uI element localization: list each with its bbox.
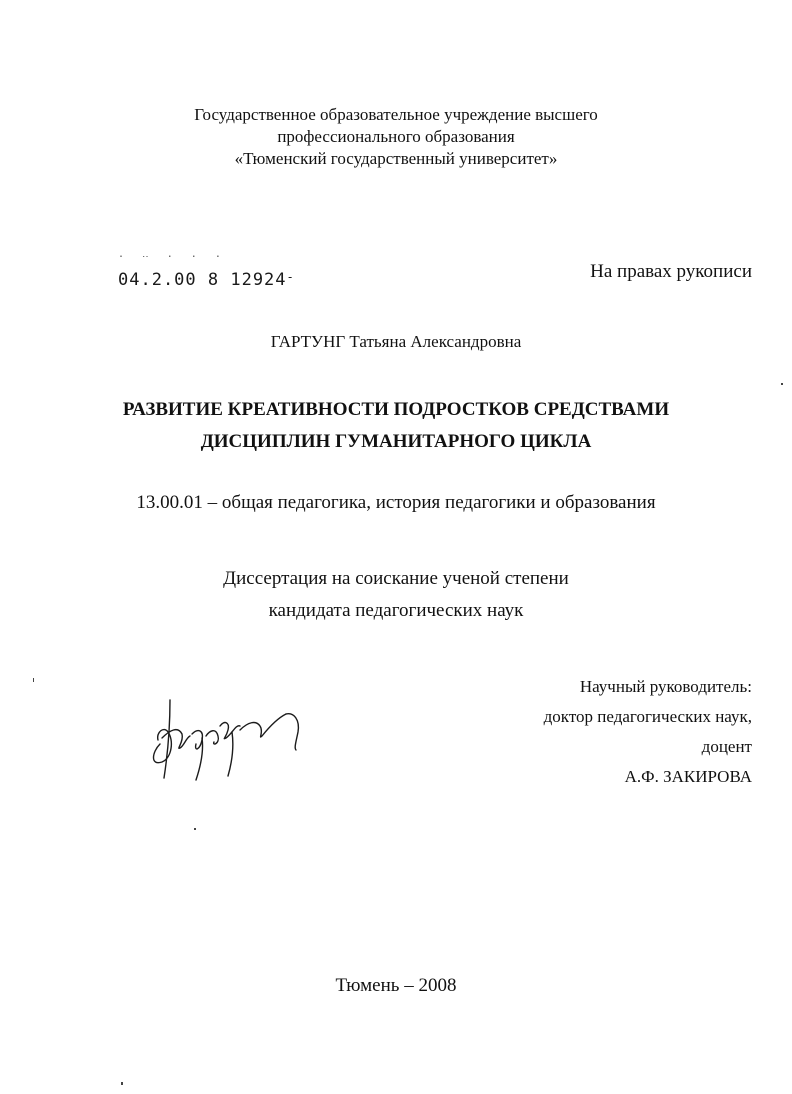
library-stamp-code: 04.2.00 8 12924-: [118, 270, 295, 290]
specialty-code: 13.00.01 – общая педагогика, история педагогики и образования: [136, 492, 656, 513]
signature-icon: [148, 692, 308, 782]
dissertation-title: [0, 394, 792, 458]
supervisor-label: Научный руководитель:: [579, 677, 752, 696]
institution-line-3: «Тюменский государственный университет»: [234, 149, 558, 168]
title-line-2: ДИСЦИПЛИН ГУМАНИТАРНОГО ЦИКЛА: [200, 431, 592, 452]
scan-speck: [33, 678, 34, 682]
degree-line-1: Диссертация на соискание ученой степени: [223, 568, 569, 589]
supervisor-name: А.Ф. ЗАКИРОВА: [624, 767, 752, 786]
supervisor-degree: доктор педагогических наук,: [543, 707, 752, 726]
scan-speck: [121, 1082, 123, 1085]
institution-header: [0, 104, 792, 170]
author-name: ГАРТУНГ Татьяна Александровна: [270, 332, 522, 351]
institution-line-2: профессионального образования: [277, 127, 515, 146]
degree-line-2: кандидата педагогических наук: [268, 600, 524, 621]
title-line-1: РАЗВИТИЕ КРЕАТИВНОСТИ ПОДРОСТКОВ СРЕДСТВАМИ: [122, 399, 670, 420]
degree-description: [0, 563, 792, 627]
manuscript-rights-label: На правах рукописи: [590, 261, 752, 282]
scan-speck: [194, 828, 196, 830]
supervisor-block: [544, 672, 752, 792]
stamp-dots: . ‥ . . .: [118, 249, 227, 260]
stamp-code-text: 04.2.00 8 12924: [118, 270, 287, 290]
institution-line-1: Государственное образовательное учреждение высшего: [194, 105, 598, 124]
supervisor-rank: доцент: [701, 737, 752, 756]
city-and-year: Тюмень – 2008: [335, 975, 457, 996]
scan-speck: [781, 383, 783, 385]
